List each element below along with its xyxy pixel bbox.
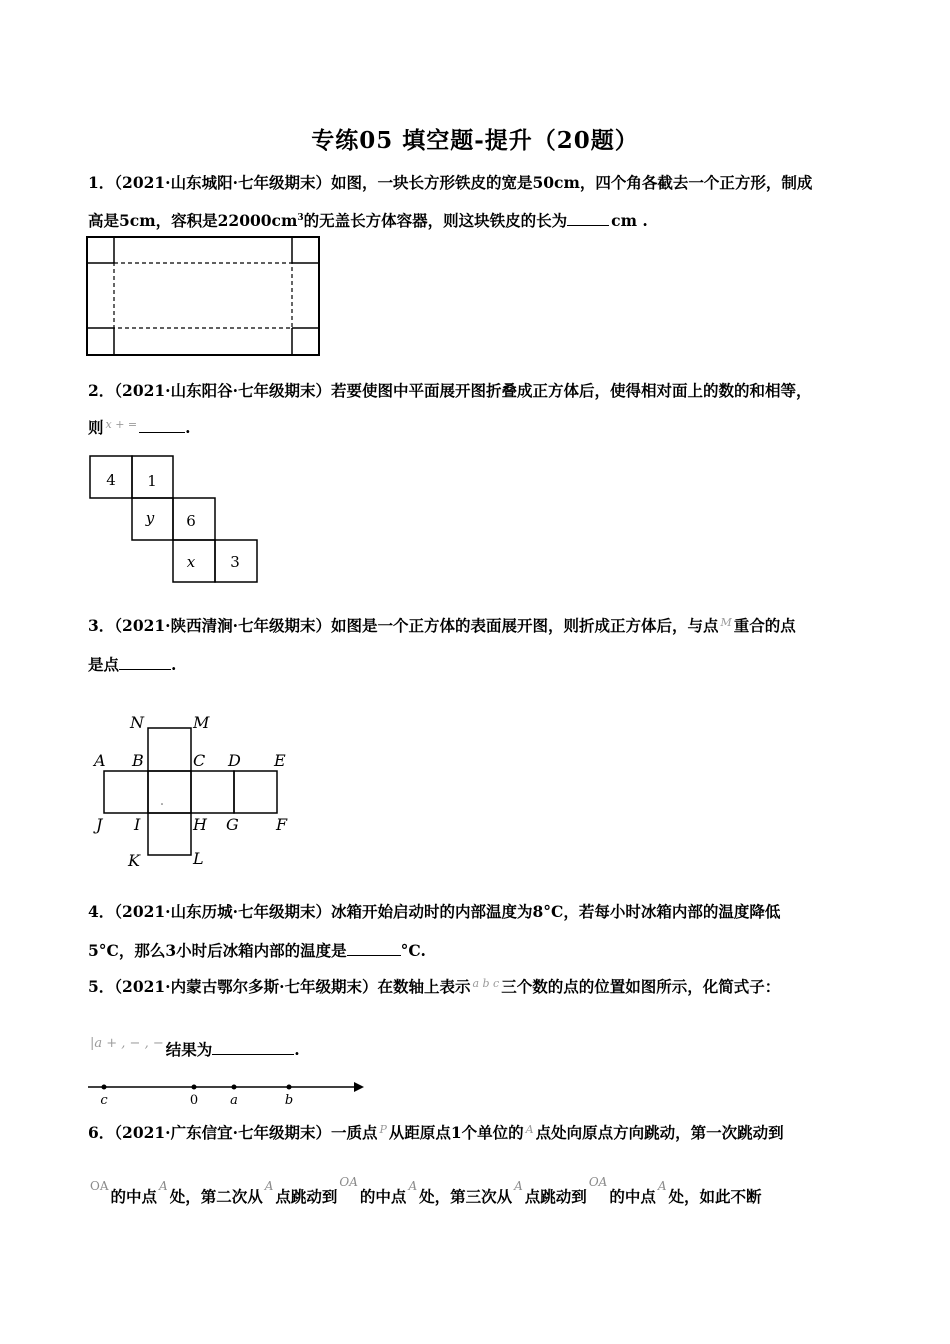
q6-line2	[88, 1175, 762, 1207]
q2-line1: 2．（2021·山东阳谷·七年级期末）若要使图中平面展开图折叠成正方体后，使得相对面上的数的和相等，	[88, 381, 812, 400]
q5-end: .	[294, 1040, 300, 1059]
q3-answer-blank	[119, 655, 171, 670]
q2-cell-1: 1	[147, 472, 157, 490]
q1-unit: cm .	[611, 211, 648, 230]
q2-answer-blank	[139, 418, 185, 433]
q5-axis-0: 0	[189, 1093, 199, 1108]
q3-label-a: A	[94, 751, 106, 770]
q3-end: .	[171, 655, 177, 674]
q5-line1	[88, 975, 780, 997]
q6-a-1: A	[159, 1179, 168, 1193]
q6-line1-mid: 从距原点1个单位的	[388, 1123, 524, 1142]
q2-cell-y: y	[145, 509, 155, 527]
q6-text-3: 点跳动到	[275, 1187, 338, 1206]
q6-text-7: 的中点	[609, 1187, 656, 1206]
q4-answer-blank	[347, 941, 401, 956]
q6-text-5: 处，第三次从	[419, 1187, 513, 1206]
q5-axis-c: c	[100, 1093, 108, 1108]
q6-text-8: 处，如此不断	[668, 1187, 762, 1206]
q3-label-k: K	[128, 851, 140, 870]
q2-line2	[88, 416, 191, 438]
q3-label-j: J	[96, 815, 103, 834]
page-title: 专练05 填空题-提升（20题）	[311, 127, 639, 154]
q4-end: °C.	[400, 941, 426, 960]
q6-line1-post: 点处向原点方向跳动，第一次跳动到	[535, 1123, 784, 1142]
q1-figure-rectangle	[86, 236, 322, 358]
q6-a-3: A	[408, 1179, 418, 1193]
q2-cell-x: x	[186, 553, 196, 571]
q2-cell-4: 4	[106, 471, 116, 489]
q6-point-a: A	[525, 1123, 534, 1136]
q6-oa-2: OA	[339, 1175, 358, 1189]
q6-text-2: 处，第二次从	[169, 1187, 263, 1206]
q3-label-l: L	[193, 849, 204, 868]
q3-point-m: M	[720, 616, 732, 629]
q1-line2	[88, 209, 648, 231]
q3-label-h: H	[193, 815, 207, 834]
q3-line1-post: 重合的点	[733, 616, 796, 635]
q5-expression: |a + , − , −	[90, 1036, 164, 1051]
q3-label-i: I	[134, 815, 141, 834]
q3-line1	[88, 614, 796, 636]
q3-label-b: B	[132, 751, 144, 770]
q6-text-4: 的中点	[359, 1187, 407, 1206]
q6-oa-3: OA	[588, 1175, 608, 1189]
q5-axis-b: b	[284, 1093, 294, 1108]
q3-label-e: E	[274, 751, 286, 770]
q2-cell-3: 3	[230, 553, 240, 571]
q3-label-f: F	[276, 815, 288, 834]
q2-cube-net	[88, 454, 260, 586]
q3-label-c: C	[193, 751, 206, 770]
q4-line2-pre: 5°C，那么3小时后冰箱内部的温度是	[88, 941, 347, 960]
q1-line2-post: 的无盖长方体容器，则这块铁皮的长为	[303, 211, 568, 230]
q5-vars: a b c	[472, 977, 500, 990]
q5-result-text: 结果为	[165, 1040, 213, 1059]
q3-label-g: G	[226, 815, 239, 834]
q6-a-2: A	[264, 1179, 274, 1193]
q3-label-m: M	[193, 713, 210, 732]
q6-line1-pre: 6．（2021·广东信宜·七年级期末）一质点	[88, 1123, 378, 1142]
q3-label-n: N	[130, 713, 144, 732]
q3-label-d: D	[228, 751, 241, 770]
q3-line2-pre: 是点	[88, 655, 120, 674]
q2-line2-pre: 则	[88, 418, 104, 437]
q6-oa-1: OA	[90, 1179, 109, 1193]
q6-a-4: A	[514, 1179, 523, 1193]
q5-answer-blank	[212, 1040, 294, 1055]
q5-line1-post: 三个数的点的位置如图所示，化简式子：	[501, 977, 781, 996]
q6-text-6: 点跳动到	[524, 1187, 587, 1206]
q6-text-1: 的中点	[110, 1187, 158, 1206]
q5-line2	[88, 1038, 300, 1060]
q1-answer-blank	[567, 211, 609, 226]
q2-end: .	[185, 418, 191, 437]
q3-line1-pre: 3．（2021·陕西清涧·七年级期末）如图是一个正方体的表面展开图，则折成正方体后，与点	[88, 616, 719, 635]
q3-line2	[88, 653, 176, 675]
q5-line1-pre: 5．（2021·内蒙古鄂尔多斯·七年级期末）在数轴上表示	[88, 977, 471, 996]
q5-axis-a: a	[230, 1093, 238, 1108]
q6-line1	[88, 1121, 784, 1143]
q2-cell-6: 6	[186, 512, 196, 530]
q5-number-line	[86, 1076, 368, 1108]
q2-expression: x + =	[105, 418, 138, 431]
q4-line1: 4．（2021·山东历城·七年级期末）冰箱开始启动时的内部温度为8°C，若每小时冰箱内部的温度降低	[88, 902, 781, 921]
q6-a-5: A	[657, 1179, 667, 1193]
q3-cube-net	[90, 708, 300, 872]
q6-point-p: P	[379, 1123, 387, 1136]
q1-line1: 1．（2021·山东城阳·七年级期末）如图，一块长方形铁皮的宽是50cm，四个角各截去一个正方形，制成	[88, 173, 813, 192]
q1-line2-pre: 高是5cm，容积是22000cm	[88, 211, 298, 230]
q1-sup: 3	[297, 212, 304, 223]
q4-line2	[88, 939, 426, 961]
